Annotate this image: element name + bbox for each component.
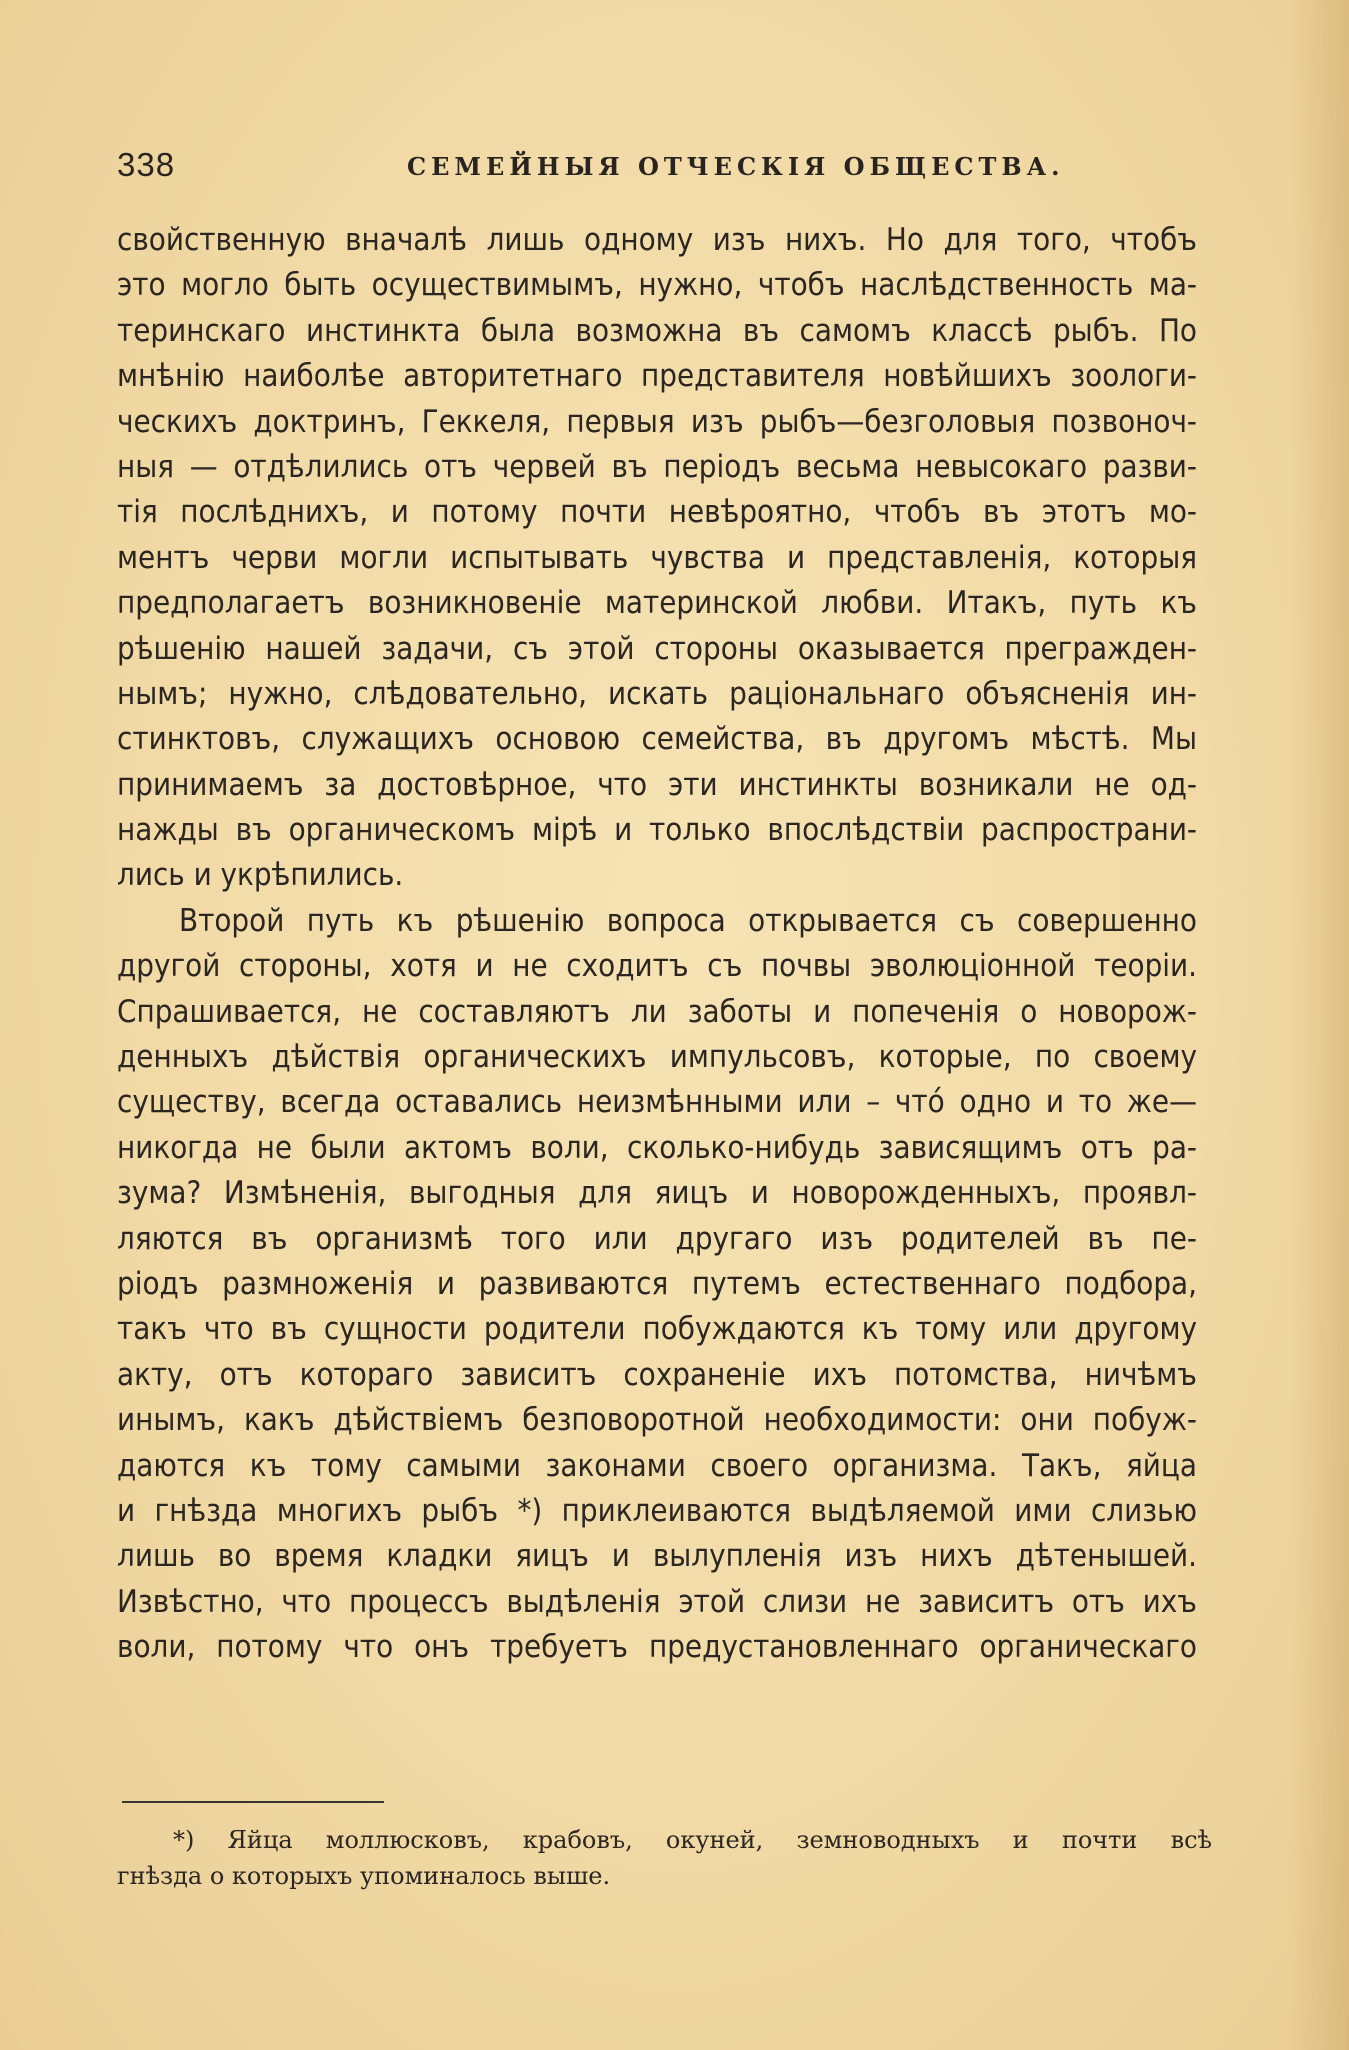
text-line: Извѣстно, что процессъ выдѣленія этой слизи не зависитъ отъ ихъ <box>117 1583 1197 1620</box>
text-line: воли, потому что онъ требуетъ предустановленнаго органическаго <box>117 1629 1197 1666</box>
text-line: зума? Измѣненія, выгодныя для яицъ и новорожденныхъ, проявл- <box>117 1175 1197 1212</box>
text-line: акту, отъ котораго зависитъ сохраненіе ихъ потомства, ничѣмъ <box>117 1356 1197 1393</box>
text-line: мнѣнію наиболѣе авторитетнаго представителя новѣйшихъ зоологи- <box>117 358 1197 395</box>
footnote-line: гнѣзда о которыхъ упоминалось выше. <box>117 1862 611 1890</box>
paragraph-end-line: лись и укрѣпились. <box>117 857 404 894</box>
footnote-line: *) Яйца моллюсковъ, крабовъ, окуней, земноводныхъ и почти всѣ <box>173 1826 1212 1854</box>
text-line: ріодъ размноженія и развиваются путемъ естественнаго подбора, <box>117 1265 1197 1302</box>
text-line: свойственную вначалѣ лишь одному изъ нихъ. Но для того, чтобъ <box>117 222 1197 258</box>
text-line: существу, всегда оставались неизмѣнными или – что́ одно и то же— <box>117 1084 1197 1121</box>
paragraph-start-line: Второй путь къ рѣшенію вопроса открывается съ совершенно <box>179 902 1197 939</box>
text-line: ческихъ доктринъ, Геккеля, первыя изъ рыбъ—безголовыя позвоноч- <box>117 403 1197 440</box>
text-line: ныя — отдѣлились отъ червей въ періодъ весьма невысокаго разви- <box>117 448 1197 485</box>
text-line: нажды въ органическомъ мірѣ и только впослѣдствіи распространи- <box>117 812 1197 849</box>
text-line: никогда не были актомъ воли, сколько-нибудь зависящимъ отъ ра- <box>117 1129 1197 1166</box>
footnote-divider <box>122 1801 384 1803</box>
text-line: рѣшенію нашей задачи, съ этой стороны оказывается преграждeн- <box>117 630 1197 667</box>
text-line: ментъ черви могли испытывать чувства и представленія, которыя <box>117 539 1197 576</box>
running-title: СЕМЕЙНЫЯ ОТЧЕСКІЯ ОБЩЕСТВА. <box>407 152 1065 181</box>
text-line: такъ что въ сущности родители побуждаются къ тому или другому <box>117 1311 1197 1348</box>
text-line: лишь во время кладки яицъ и вылупленія изъ нихъ дѣтенышей. <box>117 1538 1197 1575</box>
text-line: нымъ; нужно, слѣдовательно, искать раціональнаго объясненія ин- <box>117 675 1197 712</box>
page-header <box>117 138 1207 194</box>
text-line: принимаемъ за достовѣрное, что эти инстинкты возникали не од- <box>117 766 1197 803</box>
text-line: другой стороны, хотя и не сходитъ съ почвы эволюціонной теоріи. <box>117 948 1197 985</box>
text-line: денныхъ дѣйствія органическихъ импульсовъ, которые, по своему <box>117 1039 1197 1076</box>
text-line: тія послѣднихъ, и потому почти невѣроятно, чтобъ въ этотъ мо- <box>117 494 1197 531</box>
text-line: предполагаетъ возникновеніе материнской любви. Итакъ, путь къ <box>117 585 1197 622</box>
text-line: теринскаго инстинкта была возможна въ самомъ классѣ рыбъ. По <box>117 312 1197 349</box>
page-number: 338 <box>117 146 176 183</box>
text-line: даются къ тому самыми законами своего организма. Такъ, яйца <box>117 1447 1197 1484</box>
text-line: и гнѣзда многихъ рыбъ *) приклеиваются выдѣляемой ими слизью <box>117 1492 1197 1529</box>
text-line: ляются въ организмѣ того или другаго изъ родителей въ пе- <box>117 1220 1197 1257</box>
main-text <box>117 218 1197 1671</box>
text-line: Спрашивается, не составляютъ ли заботы и попеченія о новорож- <box>117 993 1197 1030</box>
text-line: это могло быть осуществимымъ, нужно, чтобъ наслѣдственность ма- <box>117 267 1197 304</box>
footnote <box>117 1822 1212 1894</box>
text-line: стинктовъ, служащихъ основою семейства, въ другомъ мѣстѣ. Мы <box>117 721 1197 758</box>
text-line: инымъ, какъ дѣйствіемъ безповоротной необходимости: они побуж- <box>117 1402 1197 1439</box>
